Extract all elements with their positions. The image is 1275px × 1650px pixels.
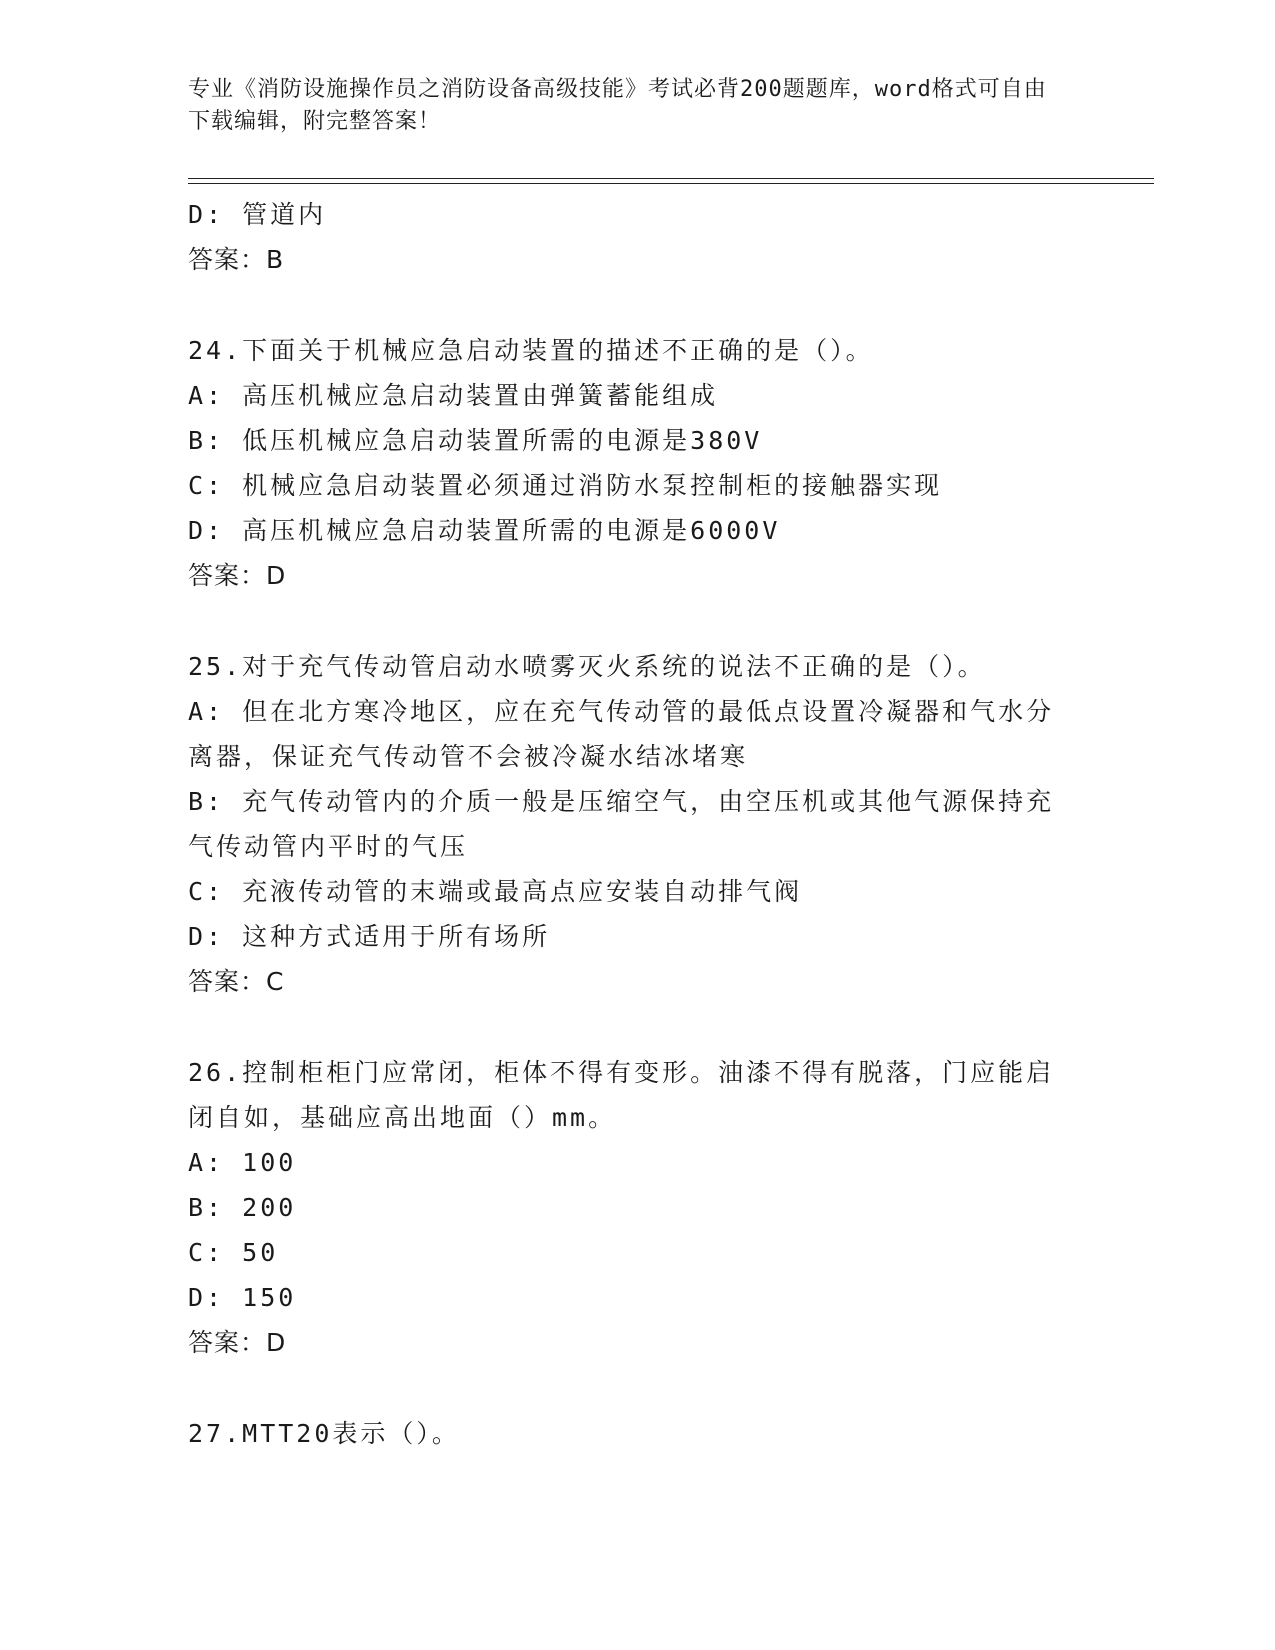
- question-25: [188, 644, 1088, 1004]
- option-c: C: 50: [188, 1238, 279, 1267]
- question-stem: 25.对于充气传动管启动水喷雾灭火系统的说法不正确的是（）。: [188, 652, 986, 681]
- answer-line: 答案：C: [188, 967, 285, 996]
- question-24: [188, 328, 1088, 598]
- question-26: [188, 1050, 1088, 1365]
- answer-line: 答案：B: [188, 245, 285, 274]
- question-27: [188, 1411, 1088, 1456]
- option-d: D: 高压机械应急启动装置所需的电源是6000V: [188, 516, 781, 545]
- option-b: B: 200: [188, 1193, 297, 1222]
- option-a: A: 但在北方寒冷地区，应在充气传动管的最低点设置冷凝器和气水分离器，保证充气传动管不会被冷凝水结冰堵寒: [188, 697, 1055, 771]
- document-header: 专业《消防设施操作员之消防设备高级技能》考试必背200题题库，word格式可自由下载编辑，附完整答案！: [188, 77, 1047, 134]
- header-divider-bottom: [188, 183, 1154, 184]
- option-d: D: 这种方式适用于所有场所: [188, 922, 551, 951]
- question-stem: 26.控制柜柜门应常闭，柜体不得有变形。油漆不得有脱落，门应能启闭自如，基础应高出地面（）mm。: [188, 1058, 1055, 1132]
- question-stem: 27.MTT20表示（）。: [188, 1419, 460, 1448]
- option-b: B: 充气传动管内的介质一般是压缩空气，由空压机或其他气源保持充气传动管内平时的气压: [188, 787, 1055, 861]
- option-b: B: 低压机械应急启动装置所需的电源是380V: [188, 426, 763, 455]
- question-list: [188, 192, 1088, 1456]
- option-d: D: 150: [188, 1283, 297, 1312]
- option-d: D: 管道内: [188, 200, 327, 229]
- question-stem: 24.下面关于机械应急启动装置的描述不正确的是（）。: [188, 336, 874, 365]
- option-a: A: 高压机械应急启动装置由弹簧蓄能组成: [188, 381, 719, 410]
- header-divider-top: [188, 178, 1154, 179]
- answer-line: 答案：D: [188, 561, 287, 590]
- option-a: A: 100: [188, 1148, 297, 1177]
- option-c: C: 机械应急启动装置必须通过消防水泵控制柜的接触器实现: [188, 471, 943, 500]
- answer-line: 答案：D: [188, 1328, 287, 1357]
- option-c: C: 充液传动管的末端或最高点应安装自动排气阀: [188, 877, 803, 906]
